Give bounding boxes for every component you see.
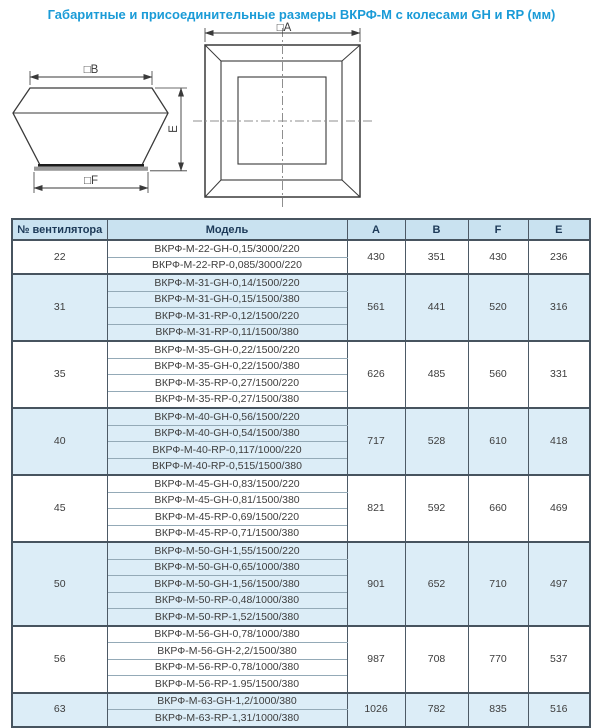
dim-a-cell: 561: [347, 274, 405, 341]
model-cell: ВКРФ-М-35-GH-0,22/1500/380: [107, 358, 347, 375]
dim-e-cell: 418: [528, 408, 590, 475]
dim-f-cell: 610: [468, 408, 528, 475]
dim-f-cell: 560: [468, 341, 528, 408]
model-cell: ВКРФ-М-40-GH-0,56/1500/220: [107, 408, 347, 425]
fan-number-cell: 45: [12, 475, 107, 542]
dim-a-cell: 901: [347, 542, 405, 626]
fan-top-view: [193, 22, 372, 210]
model-cell: ВКРФ-М-56-RP-1.95/1500/380: [107, 676, 347, 693]
model-cell: ВКРФ-М-40-RP-0,515/1500/380: [107, 458, 347, 475]
corner-diagonal-br: [342, 180, 360, 197]
model-cell: ВКРФ-М-40-GH-0,54/1500/380: [107, 425, 347, 442]
dim-a-cell: 717: [347, 408, 405, 475]
model-row: [12, 626, 590, 643]
dim-b-cell: 782: [405, 693, 468, 727]
dim-e-cell: 469: [528, 475, 590, 542]
dim-b-cell: 485: [405, 341, 468, 408]
dim-e-cell: 316: [528, 274, 590, 341]
model-cell: ВКРФ-М-50-GH-1,56/1500/380: [107, 576, 347, 593]
dim-f-cell: 430: [468, 240, 528, 274]
header-dim-a: A: [347, 219, 405, 240]
model-cell: ВКРФ-М-35-RP-0,27/1500/380: [107, 391, 347, 408]
fan-side-view: [13, 64, 187, 193]
model-cell: ВКРФ-М-50-GH-0,65/1000/380: [107, 559, 347, 576]
table-header: [12, 219, 590, 240]
model-row: [12, 475, 590, 492]
dim-a-cell: 626: [347, 341, 405, 408]
dim-a-cell: 987: [347, 626, 405, 693]
model-cell: ВКРФ-М-35-GH-0,22/1500/220: [107, 341, 347, 358]
dim-e-cell: 537: [528, 626, 590, 693]
fan-number-cell: 50: [12, 542, 107, 626]
header-model: Модель: [107, 219, 347, 240]
model-cell: ВКРФ-М-63-GH-1,2/1000/380: [107, 693, 347, 710]
model-cell: ВКРФ-М-22-RP-0,085/3000/220: [107, 257, 347, 274]
corner-diagonal-tr: [342, 45, 360, 61]
model-cell: ВКРФ-М-45-RP-0,71/1500/380: [107, 525, 347, 542]
dim-b-cell: 652: [405, 542, 468, 626]
fan-base-flange: [34, 167, 148, 171]
model-row: [12, 274, 590, 291]
model-cell: ВКРФ-М-31-GH-0,15/1500/380: [107, 291, 347, 308]
model-cell: ВКРФ-М-63-RP-1,31/1000/380: [107, 710, 347, 727]
dim-f-cell: 770: [468, 626, 528, 693]
fan-number-cell: 56: [12, 626, 107, 693]
dim-a-cell: 821: [347, 475, 405, 542]
dim-a-cell: 430: [347, 240, 405, 274]
fan-number-cell: 22: [12, 240, 107, 274]
dim-f-cell: 660: [468, 475, 528, 542]
dim-f-cell: 520: [468, 274, 528, 341]
model-cell: ВКРФ-М-31-GH-0,14/1500/220: [107, 274, 347, 291]
header-fan-number: № вентилятора: [12, 219, 107, 240]
dim-e-label: E: [168, 125, 180, 133]
model-cell: ВКРФ-М-22-GH-0,15/3000/220: [107, 240, 347, 257]
dim-f-cell: 835: [468, 693, 528, 727]
model-cell: ВКРФ-М-56-GH-2,2/1500/380: [107, 643, 347, 660]
model-cell: ВКРФ-М-31-RP-0,11/1500/380: [107, 324, 347, 341]
dimension-drawings: [0, 22, 603, 216]
model-cell: ВКРФ-М-50-RP-0,48/1000/380: [107, 592, 347, 609]
fan-body-outline: [13, 88, 168, 165]
corner-diagonal-tl: [205, 45, 221, 61]
header-dim-e: E: [528, 219, 590, 240]
dim-e-cell: 331: [528, 341, 590, 408]
dim-b-cell: 528: [405, 408, 468, 475]
model-cell: ВКРФ-М-45-RP-0,69/1500/220: [107, 509, 347, 526]
fan-number-cell: 35: [12, 341, 107, 408]
model-row: [12, 408, 590, 425]
dim-b-cell: 441: [405, 274, 468, 341]
dim-f-label: □F: [84, 175, 98, 187]
model-row: [12, 542, 590, 559]
model-cell: ВКРФ-М-45-GH-0,81/1500/380: [107, 492, 347, 509]
model-cell: ВКРФ-М-50-RP-1,52/1500/380: [107, 609, 347, 626]
dim-b-cell: 708: [405, 626, 468, 693]
dim-f-cell: 710: [468, 542, 528, 626]
model-row: [12, 341, 590, 358]
page-title: Габаритные и присоединительные размеры ВКРФ-М с колесами GH и RP (мм): [47, 7, 556, 22]
header-dim-f: F: [468, 219, 528, 240]
fan-number-cell: 31: [12, 274, 107, 341]
fan-number-cell: 40: [12, 408, 107, 475]
model-cell: ВКРФ-М-56-GH-0,78/1000/380: [107, 626, 347, 643]
model-cell: ВКРФ-М-56-RP-0,78/1000/380: [107, 659, 347, 676]
header-row: [12, 219, 590, 240]
model-cell: ВКРФ-М-31-RP-0,12/1500/220: [107, 308, 347, 325]
fan-base-dark-strip: [38, 164, 144, 167]
model-cell: ВКРФ-М-40-RP-0,117/1000/220: [107, 442, 347, 459]
dim-b-cell: 592: [405, 475, 468, 542]
table-body: [12, 240, 590, 727]
dim-e-cell: 236: [528, 240, 590, 274]
model-row: [12, 240, 590, 257]
model-cell: ВКРФ-М-50-GH-1,55/1500/220: [107, 542, 347, 559]
model-cell: ВКРФ-М-45-GH-0,83/1500/220: [107, 475, 347, 492]
dim-b-cell: 351: [405, 240, 468, 274]
fan-number-cell: 63: [12, 693, 107, 727]
model-row: [12, 693, 590, 710]
dim-e-cell: 516: [528, 693, 590, 727]
corner-diagonal-bl: [205, 180, 221, 197]
dim-a-cell: 1026: [347, 693, 405, 727]
dimensions-table: [11, 218, 591, 728]
model-cell: ВКРФ-М-35-RP-0,27/1500/220: [107, 375, 347, 392]
dim-a-label: □A: [276, 22, 292, 34]
dim-e-cell: 497: [528, 542, 590, 626]
dim-b-label: □B: [83, 64, 99, 76]
header-dim-b: B: [405, 219, 468, 240]
